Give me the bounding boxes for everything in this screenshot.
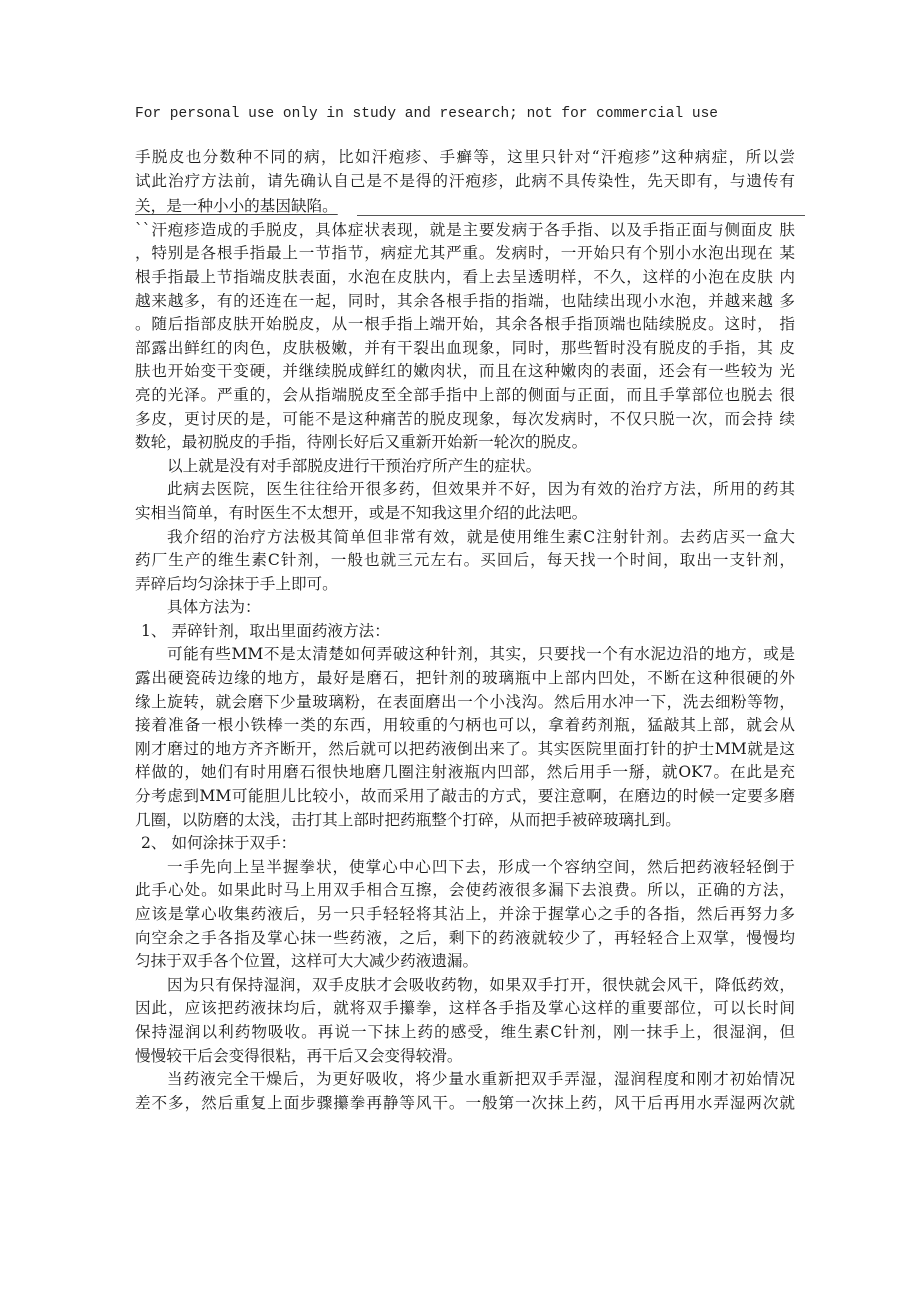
- text-line: 几圈，以防磨的太浅，击打其上部时把药瓶整个打碎，从而把手被碎玻璃扎到。: [135, 810, 681, 829]
- text-line: 因为只有保持湿润，双手皮肤才会吸收药物，如果双手打开，很快就会风干，降低药效，: [167, 975, 795, 994]
- text-line: [135, 195, 795, 219]
- article-body: [135, 146, 795, 1115]
- step-2-heading: [135, 832, 795, 856]
- text-line: 弄碎后均匀涂抹于手上即可。: [135, 574, 338, 593]
- text-line: 分考虑到MM可能胆儿比较小，故而采用了敲击的方式，要注意啊，在磨边的时候一定要多磨: [135, 787, 795, 806]
- text-line: 匀抹于双手各个位置，这样可大大减少药液遗漏。: [135, 952, 479, 971]
- text-line: 露出硬瓷砖边缘的地方，最好是磨石，把针剂的玻璃瓶中上部内凹处，不断在这种很硬的外: [135, 669, 795, 688]
- text-line: 部露出鲜红的肉色，皮肤极嫩，并有干裂出血现象，同时，那些暂时没有脱皮的手指，其 皮: [135, 338, 795, 357]
- text-line: 肤也开始变干变硬，并继续脱成鲜红的嫩肉状，而且在这种嫩肉的表面，还会有一些较为 光: [135, 362, 795, 381]
- text-line: 此手心处。如果此时马上用双手相合互擦，会使药液很多漏下去浪费。所以，正确的方法，: [135, 881, 795, 900]
- step-2-paragraph: [135, 856, 795, 974]
- text-line: 越来越多，有的还连在一起，同时，其余各根手指的指端，也陆续出现小水泡，并越来越 多: [135, 291, 795, 310]
- text-line: 一手先向上呈半握拳状，使掌心中心凹下去，形成一个容纳空间，然后把药液轻轻倒于: [167, 857, 795, 876]
- summary-paragraph: [135, 455, 795, 479]
- text-line: 我介绍的治疗方法极其简单但非常有效，就是使用维生素C注射针剂。去药店买一盒大: [167, 527, 795, 546]
- text-line: 保持湿润以利药物吸收。再说一下抹上药的感受，维生素C针剂，刚一抹手上，很湿润，但: [135, 1022, 795, 1041]
- text-line: 。随后指部皮肤开始脱皮，从一根手指上端开始，其余各根手指顶端也陆续脱皮。这时， 指: [135, 315, 795, 334]
- text-line: 慢慢较干后会变得很粘，再干后又会变得较滑。: [135, 1046, 463, 1065]
- text-line: 此病去医院，医生往往给开很多药，但效果并不好，因为有效的治疗方法，所用的药其: [167, 480, 795, 499]
- text-line: 因此，应该把药液抹均后，就将双手攥拳，这样各手指及掌心这样的重要部位，可以长时间: [135, 999, 795, 1018]
- moisture-paragraph: [135, 974, 795, 1068]
- text-line: 实相当简单，有时医生不太想开，或是不知我这里介绍的此法吧。: [135, 503, 588, 522]
- method-intro-paragraph: [135, 526, 795, 597]
- text-line: 向空余之手各指及掌心抹一些药液，之后，剩下的药液就较少了，再轻轻合上双掌，慢慢均: [135, 928, 795, 947]
- text-line: 差不多，然后重复上面步骤攥拳再静等风干。一般第一次抹上药，风干后再用水弄湿两次就: [135, 1093, 795, 1112]
- text-line: 缘上旋转，就会磨下少量玻璃粉，在表面磨出一个小浅沟。然后用水冲一下，洗去细粉等物，: [135, 692, 795, 711]
- text-line: 接着准备一根小铁棒一类的东西，用较重的勺柄也可以，拿着药剂瓶，猛敲其上部，就会从: [135, 716, 795, 735]
- method-heading: [135, 596, 795, 620]
- hospital-paragraph: [135, 478, 795, 525]
- underlined-text: 关，是一种小小的基因缺陷。: [135, 197, 338, 216]
- text-line: 数轮，最初脱皮的手指，待刚长好后又重新开始新一轮次的脱皮。: [135, 433, 588, 452]
- step-1-heading: [135, 620, 795, 644]
- intro-paragraph: [135, 146, 795, 219]
- text-line: ``汗疱疹造成的手脱皮，具体症状表现，就是主要发病于各手指、以及手指正面与侧面皮 肤: [135, 220, 795, 239]
- text-line: 可能有些MM不是太清楚如何弄破这种针剂，其实，只要找一个有水泥边沿的地方，或是: [167, 645, 795, 664]
- horizontal-rule: [357, 215, 805, 216]
- text-line: ，特别是各根手指最上一节指节，病症尤其严重。发病时，一开始只有个别小水泡出现在 某: [135, 244, 795, 263]
- text-line: 根手指最上节指端皮肤表面，水泡在皮肤内，看上去呈透明样，不久，这样的小泡在皮肤 内: [135, 267, 795, 286]
- text-line: 具体方法为：: [167, 598, 261, 617]
- list-item-heading: 1、 弄碎针剂，取出里面药液方法：: [141, 621, 390, 640]
- text-line: 亮的光泽。严重的，会从指端脱皮至全部手指中上部的侧面与正面，而且手掌部位也脱去 很: [135, 385, 795, 404]
- text-line: 当药液完全干燥后，为更好吸收，将少量水重新把双手弄湿，湿润程度和刚才初始情况: [167, 1070, 795, 1089]
- text-line: 多皮，更讨厌的是，可能不是这种痛苦的脱皮现象，每次发病时，不仅只脱一次，而会持 续: [135, 409, 795, 428]
- usage-notice: For personal use only in study and research; not for commercial use: [135, 106, 718, 122]
- step-1-paragraph: [135, 643, 795, 832]
- text-line: 以上就是没有对手部脱皮进行干预治疗所产生的症状。: [167, 456, 542, 475]
- text-line: 试此治疗方法前，请先确认自己是不是得的汗疱疹，此病不具传染性，先天即有，与遗传有: [135, 171, 795, 190]
- text-line: 药厂生产的维生素C针剂，一般也就三元左右。买回后，每天找一个时间，取出一支针剂，: [135, 551, 795, 570]
- text-line: 手脱皮也分数种不同的病，比如汗疱疹、手癣等，这里只针对“汗疱疹”这种病症，所以尝: [135, 148, 795, 166]
- list-item-heading: 2、 如何涂抹于双手：: [141, 834, 297, 853]
- symptoms-paragraph: [135, 219, 795, 455]
- drying-paragraph: [135, 1068, 795, 1115]
- text-line: 应该是掌心收集药液后，另一只手轻轻将其沾上，并涂于握掌心之手的各指，然后再努力多: [135, 905, 795, 923]
- text-line: 样做的，她们有时用磨石很快地磨几圈注射液瓶内凹部，然后用手一掰，就OK7。在此是充: [135, 763, 795, 782]
- text-line: 刚才磨过的地方齐齐断开，然后就可以把药液倒出来了。其实医院里面打针的护士MM就是这: [135, 739, 795, 758]
